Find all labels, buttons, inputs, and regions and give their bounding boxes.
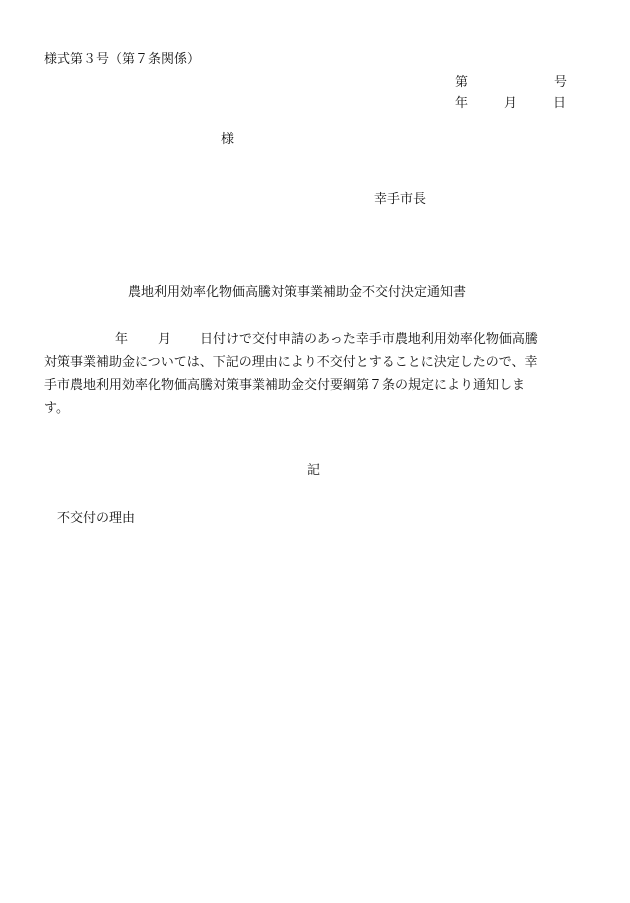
doc-number-suffix: 号	[554, 75, 568, 90]
date-year: 年	[455, 96, 469, 111]
body-line-1-text: 日付けで交付申請のあった幸手市農地利用効率化物価高騰	[200, 332, 538, 347]
sender-name: 幸手市長	[374, 192, 427, 207]
body-year: 年	[115, 332, 129, 347]
body-line-4: す。	[44, 401, 69, 416]
issue-date	[455, 95, 566, 113]
document-number	[455, 74, 567, 92]
body-line-3: 手市農地利用効率化物価高騰対策事業補助金交付要綱第７条の規定により通知しま	[44, 378, 526, 393]
form-number: 様式第３号（第７条関係）	[44, 52, 201, 67]
date-month: 月	[504, 96, 518, 111]
doc-number-prefix: 第	[455, 75, 469, 90]
ki-heading: 記	[307, 463, 321, 478]
document-title: 農地利用効率化物価高騰対策事業補助金不交付決定通知書	[128, 285, 467, 300]
date-day: 日	[553, 96, 567, 111]
body-line-1	[44, 331, 538, 349]
body-line-2: 対策事業補助金については、下記の理由により不交付とすることに決定したので、幸	[44, 355, 538, 370]
body-month: 月	[158, 332, 172, 347]
reason-label: 不交付の理由	[57, 511, 136, 526]
addressee-suffix: 様	[221, 132, 235, 147]
